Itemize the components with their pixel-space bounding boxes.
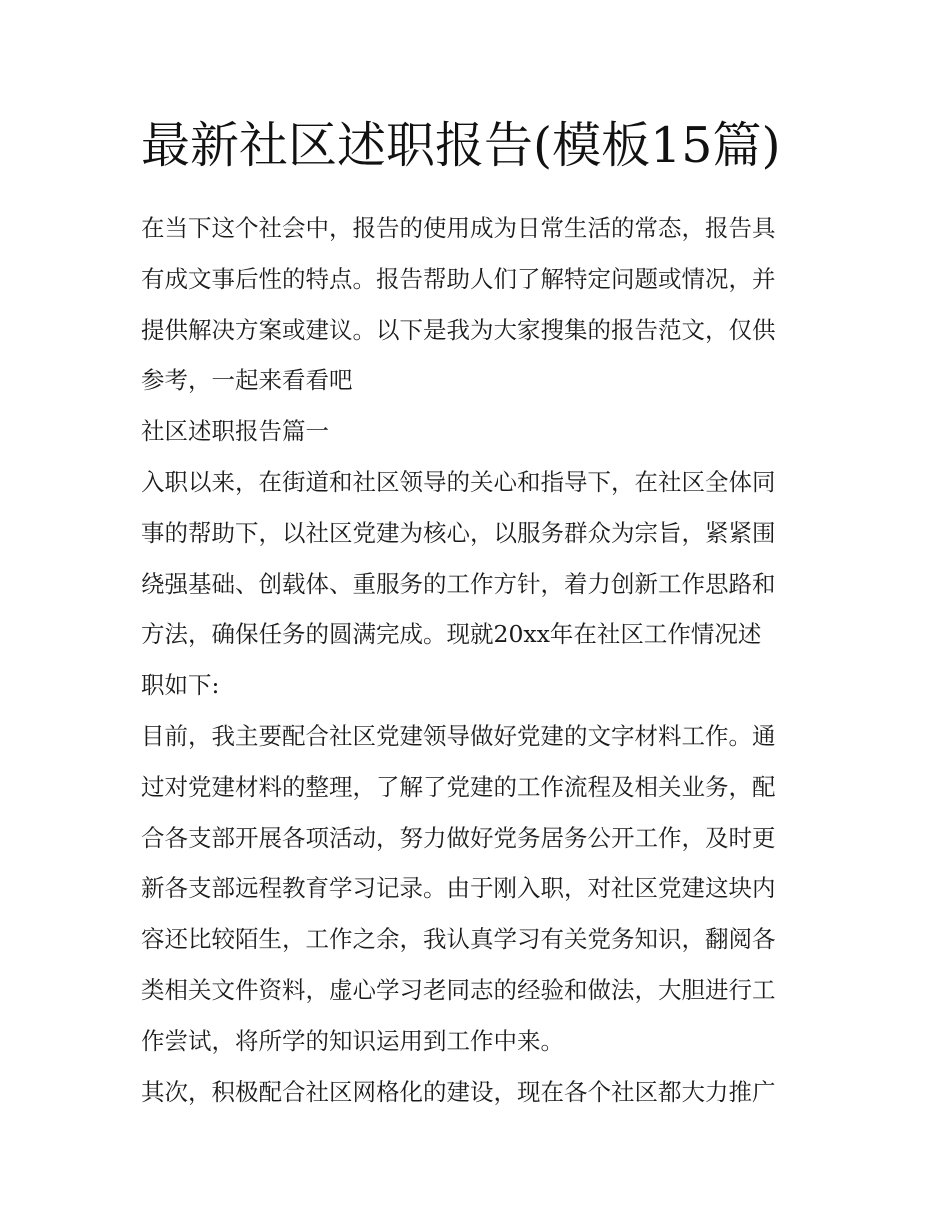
paragraph-grid-work (141, 1067, 816, 1118)
text-line: 职如下: (141, 671, 220, 700)
text-line: 提供解决方案或建议。以下是我为大家搜集的报告范文，仅供 (141, 315, 776, 344)
text-line: 过对党建材料的整理，了解了党建的工作流程及相关业务，配 (141, 772, 776, 801)
text-line: 在当下这个社会中，报告的使用成为日常生活的常态，报告具 (141, 214, 776, 242)
paragraph-intro (141, 203, 816, 406)
text-line: 合各支部开展各项活动，努力做好党务居务公开工作，及时更 (141, 823, 776, 852)
text-line: 新各支部远程教育学习记录。由于刚入职，对社区党建这块内 (141, 874, 776, 903)
text-line: 方法，确保任务的圆满完成。现就20xx年在社区工作情况述 (141, 620, 762, 649)
paragraph-overview (141, 457, 816, 711)
section-heading (141, 406, 816, 457)
document-title: 最新社区述职报告(模板15篇) (141, 117, 781, 174)
text-line: 目前，我主要配合社区党建领导做好党建的文字材料工作。通 (141, 721, 776, 750)
document-content (141, 115, 816, 1117)
document-body (141, 203, 816, 1117)
text-line: 绕强基础、创载体、重服务的工作方针，着力创新工作思路和 (141, 569, 776, 598)
text-line: 作尝试，将所学的知识运用到工作中来。 (141, 1026, 564, 1055)
text-line: 其次，积极配合社区网格化的建设，现在各个社区都大力推广 (141, 1077, 776, 1106)
text-line: 类相关文件资料，虚心学习老同志的经验和做法，大胆进行工 (141, 975, 776, 1004)
text-line: 容还比较陌生，工作之余，我认真学习有关党务知识，翻阅各 (141, 925, 776, 954)
text-line: 参考，一起来看看吧 (141, 366, 353, 395)
text-line: 有成文事后性的特点。报告帮助人们了解特定问题或情况，并 (141, 264, 776, 293)
text-line: 事的帮助下，以社区党建为核心，以服务群众为宗旨，紧紧围 (141, 518, 776, 547)
text-line: 社区述职报告篇一 (141, 417, 329, 446)
text-line: 入职以来，在街道和社区领导的关心和指导下，在社区全体同 (141, 467, 776, 496)
paragraph-party-work (141, 711, 816, 1067)
